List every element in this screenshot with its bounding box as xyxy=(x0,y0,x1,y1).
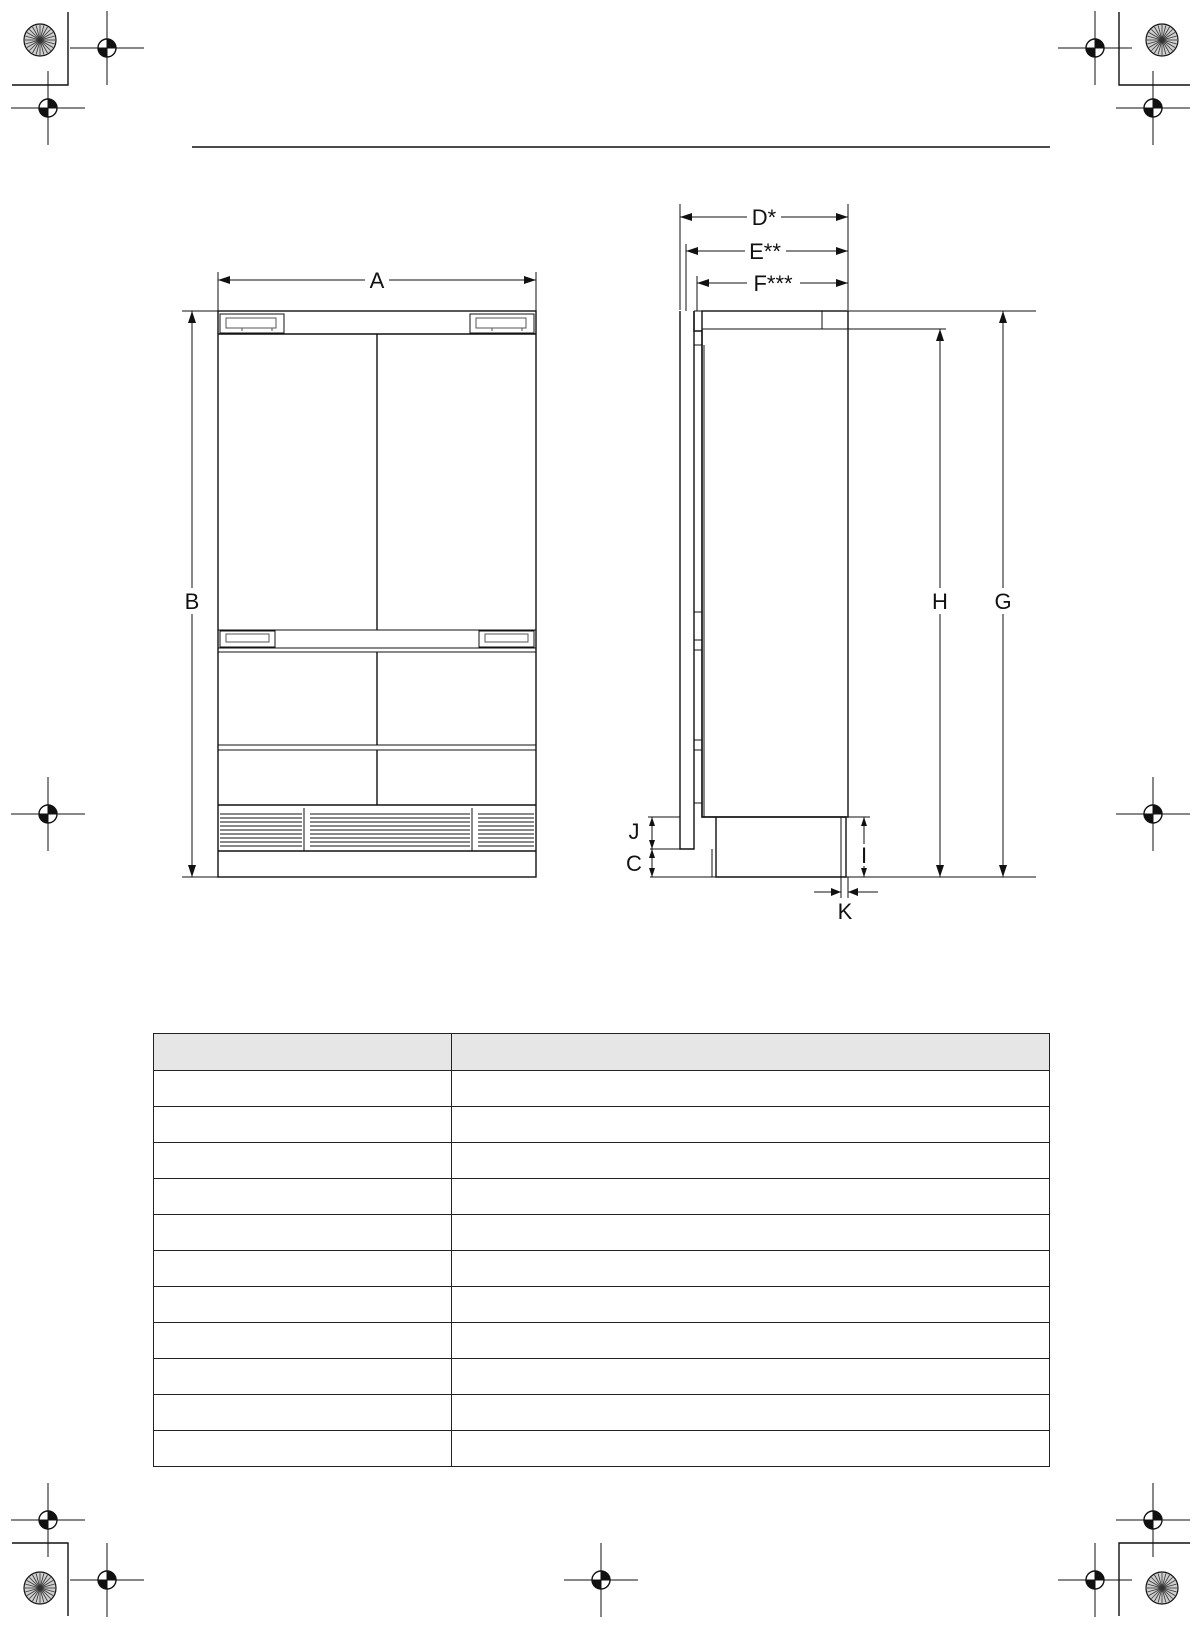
table-row xyxy=(154,1287,1050,1323)
registration-target-icon xyxy=(1116,777,1190,851)
table-cell xyxy=(452,1215,1050,1251)
table-cell xyxy=(154,1287,452,1323)
front-view-drawing xyxy=(182,268,536,877)
registration-target-icon xyxy=(70,1543,144,1617)
table-cell xyxy=(452,1431,1050,1467)
color-target-icon xyxy=(1146,1572,1178,1604)
table-cell xyxy=(154,1251,452,1287)
registration-target-icon xyxy=(1058,11,1132,85)
dimension-label-K: K xyxy=(837,899,853,924)
registration-target-icon xyxy=(70,11,144,85)
table-cell xyxy=(452,1323,1050,1359)
registration-target-icon xyxy=(11,71,85,145)
registration-target-icon xyxy=(1058,1543,1132,1617)
table-cell xyxy=(154,1179,452,1215)
table-header-cell xyxy=(154,1034,452,1071)
registration-target-icon xyxy=(564,1543,638,1617)
table-cell xyxy=(154,1071,452,1107)
table-cell xyxy=(452,1395,1050,1431)
table-cell xyxy=(452,1251,1050,1287)
side-view-drawing xyxy=(626,204,1036,924)
table-cell xyxy=(452,1143,1050,1179)
dimension-label-C: C xyxy=(626,851,642,876)
table-row xyxy=(154,1251,1050,1287)
color-target-icon xyxy=(24,24,56,56)
table-cell xyxy=(452,1287,1050,1323)
dimension-label-B: B xyxy=(184,589,200,614)
table-cell xyxy=(452,1179,1050,1215)
table-cell xyxy=(452,1359,1050,1395)
dimension-label-H: H xyxy=(932,589,948,614)
table-row xyxy=(154,1071,1050,1107)
table-row xyxy=(154,1143,1050,1179)
dimension-label-F: F*** xyxy=(753,271,793,296)
table-cell xyxy=(154,1323,452,1359)
dimension-table xyxy=(153,1033,1050,1467)
table-cell xyxy=(154,1107,452,1143)
dimension-label-A: A xyxy=(369,268,385,293)
table-header-cell xyxy=(452,1034,1050,1071)
table-row xyxy=(154,1215,1050,1251)
table-row xyxy=(154,1359,1050,1395)
registration-target-icon xyxy=(1116,71,1190,145)
table-row xyxy=(154,1395,1050,1431)
table-cell xyxy=(452,1071,1050,1107)
table-row xyxy=(154,1323,1050,1359)
dimension-label-I: I xyxy=(860,843,868,868)
registration-target-icon xyxy=(11,1483,85,1557)
table-cell xyxy=(154,1359,452,1395)
table-cell xyxy=(452,1107,1050,1143)
dimension-label-J: J xyxy=(628,819,640,844)
table-row xyxy=(154,1431,1050,1467)
dimension-label-E: E** xyxy=(749,239,781,264)
table-cell xyxy=(154,1143,452,1179)
table-cell xyxy=(154,1215,452,1251)
dimension-label-G: G xyxy=(994,589,1012,614)
table-cell xyxy=(154,1395,452,1431)
dimension-label-D: D* xyxy=(751,205,777,230)
registration-target-icon xyxy=(11,777,85,851)
table-row xyxy=(154,1179,1050,1215)
color-target-icon xyxy=(24,1572,56,1604)
table-cell xyxy=(154,1431,452,1467)
registration-target-icon xyxy=(1116,1483,1190,1557)
table-row xyxy=(154,1107,1050,1143)
color-target-icon xyxy=(1146,24,1178,56)
table-header-row xyxy=(154,1034,1050,1071)
